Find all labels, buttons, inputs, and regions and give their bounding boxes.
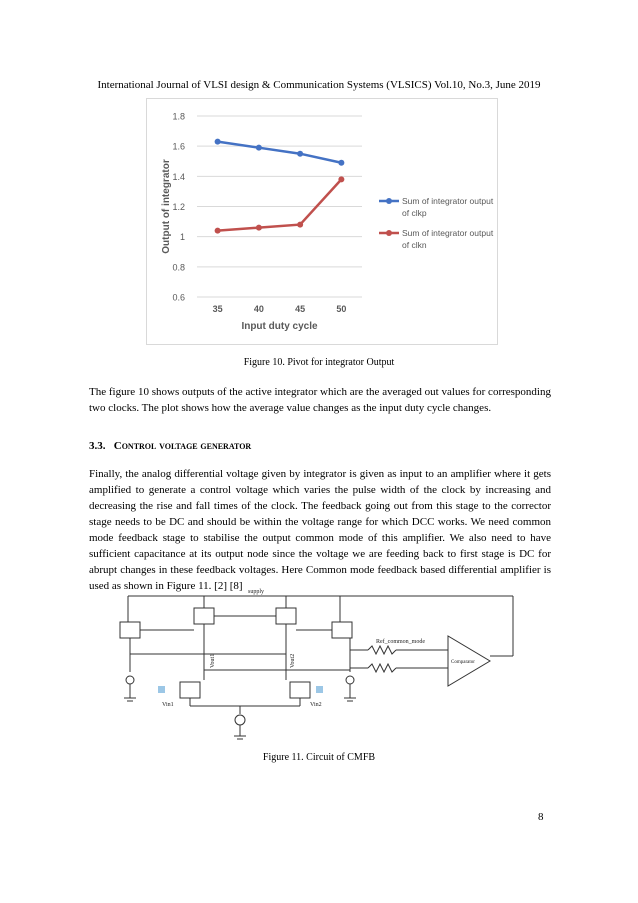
data-point-series-2 <box>338 176 344 182</box>
pmos-right-outer <box>332 622 352 638</box>
x-tick-label: 50 <box>336 304 347 314</box>
comparator-label: Comparator <box>451 660 475 665</box>
pmos-right-inner <box>276 608 296 624</box>
figure-11-caption: Figure 11. Circuit of CMFB <box>262 752 376 763</box>
current-source-tail <box>235 715 245 725</box>
series-line-1 <box>218 142 342 163</box>
y-tick-label: 0.8 <box>172 262 185 273</box>
supply-label: supply <box>248 589 265 595</box>
legend-label-2: of clkn <box>402 240 427 250</box>
figure-10-caption: Figure 10. Pivot for integrator Output <box>243 357 395 368</box>
nmos-input-right <box>290 682 310 698</box>
series-line-2 <box>218 179 342 230</box>
chart-svg <box>147 99 497 344</box>
data-point-series-1 <box>338 160 344 166</box>
y-tick-label: 1.8 <box>172 111 185 122</box>
nmos-input-left <box>180 682 200 698</box>
integrator-output-chart <box>146 98 498 345</box>
data-point-series-1 <box>297 151 303 157</box>
legend-marker-2 <box>386 230 392 236</box>
section-number: 3.3. <box>89 440 106 452</box>
ref-common-mode-label: Ref_common_mode <box>376 639 425 645</box>
y-tick-label: 1.6 <box>172 141 185 152</box>
x-tick-label: 40 <box>253 304 264 314</box>
resistor-lower <box>368 664 396 672</box>
y-tick-label: 1.4 <box>172 171 185 182</box>
data-point-series-2 <box>297 222 303 228</box>
data-point-series-1 <box>215 139 221 145</box>
section-title: Control voltage generator <box>113 440 252 452</box>
x-tick-label: 35 <box>212 304 223 314</box>
legend-label-1: of clkp <box>402 208 427 218</box>
data-point-series-2 <box>215 228 221 234</box>
pmos-left-inner <box>194 608 214 624</box>
page-number: 8 <box>538 811 544 823</box>
pmos-left-outer <box>120 622 140 638</box>
y-tick-label: 0.6 <box>172 292 185 303</box>
y-tick-label: 1 <box>179 232 185 243</box>
paragraph-control-voltage-generator: Finally, the analog differential voltage given by integrator is given as input to an amplifier where it gets amplified to generate a control voltage which varies the pulse width of the clock by increasing and decreasing the rise and fall times of the clock. The feedback going out from this stage to the corrector stage needs to be DC and should be within the voltage range for which DCC works. We need common mode feedback stage to stabilise the output common mode of this amplifier. We also need to have sufficient capacitance at its output node since the voltage we are feeding back to first stage is DC for abrupt changes in these feedback voltages. Here Common mode feedback based differential amplifier is used as shown in Figure 11. [2] [8] <box>89 468 551 592</box>
journal-header: International Journal of VLSI design & Communication Systems (VLSICS) Vol.10, No.3, June 2019 <box>97 79 541 91</box>
current-source-left <box>126 676 134 684</box>
section-heading <box>89 440 251 452</box>
x-axis-label: Input duty cycle <box>241 321 318 332</box>
x-tick-label: 45 <box>295 304 306 314</box>
vin2-pin <box>316 686 323 693</box>
data-point-series-1 <box>256 145 262 151</box>
legend-label-2: Sum of integrator output <box>402 228 494 238</box>
vin1-pin <box>158 686 165 693</box>
paragraph-figure-10-description: The figure 10 shows outputs of the active integrator which are the averaged out values for corresponding two clocks. The plot shows how the average value changes as the input duty cycle changes. <box>89 386 551 414</box>
vout1-label: Vout1 <box>210 653 216 668</box>
y-axis-label: Output of integrator <box>161 159 172 254</box>
vin2-label: Vin2 <box>310 702 322 708</box>
resistor-upper <box>368 646 396 654</box>
vin1-label: Vin1 <box>162 702 174 708</box>
y-tick-label: 1.2 <box>172 202 185 212</box>
legend-label-1: Sum of integrator output <box>402 196 494 206</box>
current-source-right <box>346 676 354 684</box>
legend-marker-1 <box>386 198 392 204</box>
vout2-label: Vout2 <box>290 653 296 668</box>
cmfb-circuit-diagram <box>118 582 528 750</box>
data-point-series-2 <box>256 225 262 231</box>
